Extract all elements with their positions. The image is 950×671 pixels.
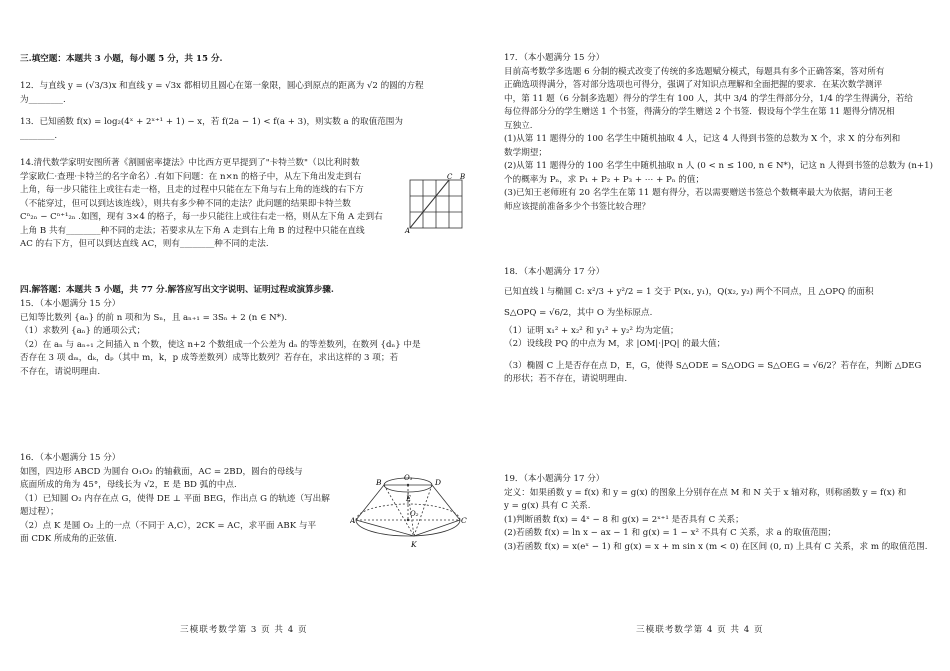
q19-line: 19．（本小题满分 17 分） (504, 474, 605, 484)
question-13 (20, 116, 403, 143)
frustum-label-e: E (406, 495, 412, 503)
question-19 (504, 473, 927, 554)
q18-line: （3）椭圆 C 上是否存在点 D，E，G，使得 S△ODE = S△ODG = S△OEG = √6/2？若存在，判断 △DEG (504, 360, 922, 371)
q17-line: 中，第 11 题（6 分制多选题）得分的学生有 100 人，其中 3/4 的学生得部分分，1/4 的学生得满分，若给 (504, 93, 913, 104)
q17-line: 数学期望； (504, 147, 547, 158)
question-12 (20, 80, 424, 107)
grid-label-a: A (405, 227, 411, 234)
right-page (480, 0, 950, 671)
q16-line: 题过程）； (20, 507, 59, 517)
q16-line: 16．（本小题满分 15 分） (20, 453, 121, 463)
q17-line: (3)已知王老师班有 20 名学生在第 11 题有得分，若以需要赠送书签总个数概率最大为依据，请问王老 (504, 188, 893, 198)
q16-line: （1）已知圆 O₂ 内存在点 G，使得 DE ⊥ 平面 BEG，作出点 G 的轨迹（写出解 (20, 493, 330, 504)
q15-line: 否存在 3 项 dₘ，dₖ，dₚ（其中 m，k，p 成等差数列）成等比数列？若存在，求出这样的 3 项；若 (20, 353, 399, 363)
q17-line: 17．（本小题满分 15 分） (504, 53, 605, 63)
question-17 (504, 52, 933, 214)
q15-line: （2）在 aₙ 与 aₙ₊₁ 之间插入 n 个数，使这 n+2 个数组成一个公差为 dₙ 的等差数列，在数列 {dₙ} 中是 (20, 339, 421, 350)
section-answers (20, 284, 334, 298)
section-header-fill-in: 三.填空题：本题共 3 小题，每小题 5 分，共 15 分. (20, 54, 223, 64)
q15-line: 不存在，请说明理由. (20, 366, 101, 377)
q19-line: (3)若函数 f(x) = x(eˣ − 1) 和 g(x) = x + m sin x (m < 0) 在区间 (0, π) 上具有 C 关系，求 m 的取值范围. (504, 541, 928, 552)
q15-line: 15．（本小题满分 15 分） (20, 299, 121, 309)
frustum-label-o2: O₂ (410, 510, 419, 518)
q15-line: 已知等比数列 {aₙ} 的前 n 项和为 Sₙ，且 aₙ₊₁ = 3Sₙ + 2 (n ∈ N*). (20, 312, 288, 323)
q16-line: 面 CDK 所成角的正弦值. (20, 534, 117, 544)
q18-line: 的形状；若不存在，请说明理由. (504, 374, 628, 384)
q17-line: 每位得部分分的学生赠送 1 个书签，得满分的学生赠送 2 个书签．假设每个学生在第 11 题得分情况相 (504, 107, 895, 117)
q13-line: 13．已知函数 f(x) = log₂(4ˣ + 2ˣ⁺¹ + 1) − x，若 f(2a − 1) < f(a + 3)，则实数 a 的取值范围为 (20, 117, 403, 127)
q14-line: 14.清代数学家明安图所著《割圆密率捷法》中比西方更早提到了"卡特兰数"（以比利时数 (20, 158, 360, 168)
q17-line: 目前高考数学多选题 6 分制的模式改变了传统的多选题赋分模式，每题具有多个正确答案，答对所有 (504, 66, 885, 77)
footer-page-4: 三模联考数学第 4 页 共 4 页 (636, 625, 764, 635)
frustum-label-b: B (376, 478, 382, 487)
q14-line: AC 的右下方，但可以到达直线 AC，则有________种不同的走法. (20, 239, 269, 249)
q16-line: （2）点 K 是圆 O₂ 上的一点（不同于 A,C），2CK = AC，求平面 ABK 与平 (20, 520, 317, 531)
q18-line: （1）证明 x₁² + x₂² 和 y₁² + y₂² 均为定值； (504, 325, 679, 336)
q18-line: 18．（本小题满分 17 分） (504, 267, 605, 277)
q14-line: 上角，每一步只能往上或往右走一格，且走的过程中只能在左下角与右上角的连线的右下方 (20, 185, 364, 195)
q14-line: 上角 B 共有________种不同的走法；若要求从左下角 A 走到右上角 B 的过程中只能在直线 (20, 225, 365, 236)
frustum-label-d: D (435, 478, 442, 487)
q12-line: 为________. (20, 94, 66, 105)
q14-line: 学家欧仁·查理·卡特兰的名字命名）.有如下问题：在 n×n 的格子中，从左下角出发走到右 (20, 171, 362, 182)
q19-line: y = g(x) 具有 C 关系. (504, 501, 591, 511)
question-16 (20, 452, 330, 547)
q13-line: ________. (20, 130, 58, 141)
frustum-figure (350, 470, 468, 552)
frustum-label-o1: O₁ (404, 474, 413, 482)
q14-line: （不能穿过，但可以到达该连线），则共有多少种不同的走法？此问题的结果即卡特兰数 (20, 198, 351, 209)
section-fill-in (20, 53, 223, 67)
q17-line: (1)从第 11 题得分的 100 名学生中随机抽取 4 人，记这 4 人得到书签的总数为 X 个，求 X 的分布列和 (504, 134, 901, 144)
grid-label-c: C (447, 173, 453, 181)
q17-line: 正确选项得满分，答对部分选项也可得分，强调了对知识点理解和全面把握的要求．在某次数学测评 (504, 80, 883, 90)
frustum-label-a: A (350, 516, 356, 525)
frustum-label-k: K (411, 540, 417, 549)
footer-page-3: 三模联考数学第 3 页 共 4 页 (180, 625, 308, 635)
left-page (0, 0, 470, 671)
q16-line: 底面所成的角为 45°，母线长为 √2，E 是 BD 弧的中点. (20, 480, 237, 490)
question-15 (20, 298, 421, 379)
q19-line: (1)判断函数 f(x) = 4ˣ − 8 和 g(x) = 2ˣ⁺¹ 是否具有 C 关系； (504, 514, 744, 525)
q19-line: (2)若函数 f(x) = ln x − ax − 1 和 g(x) = 1 − x² 不具有 C 关系，求 a 的取值范围； (504, 528, 836, 538)
q19-line: 定义：如果函数 y = f(x) 和 y = g(x) 的图象上分别存在点 M 和 N 关于 x 轴对称，则称函数 y = f(x) 和 (504, 487, 907, 498)
q17-line: 个的概率为 Pₙ，求 P₁ + P₂ + P₃ + ⋯ + Pₙ 的值； (504, 174, 705, 185)
q17-line: (2)从第 11 题得分的 100 名学生中随机抽取 n 人 (0 < n ≤ 100, n ∈ N*)，记这 n 人得到书签的总数为 (n+1) (504, 161, 933, 171)
q18-line: 已知直线 l 与椭圆 C: x²/3 + y²/2 = 1 交于 P(x₁, y₁)，Q(x₂, y₂) 两个不同点，且 △OPQ 的面积 (504, 286, 874, 297)
grid-label-b: B (460, 173, 466, 181)
q15-line: （1）求数列 {aₙ} 的通项公式； (20, 326, 146, 336)
question-14 (20, 157, 383, 252)
q18-line: S△OPQ = √6/2，其中 O 为坐标原点. (504, 308, 653, 318)
q17-line: 互独立. (504, 120, 533, 131)
q14-line: Cⁿ₂ₙ − Cⁿ⁺¹₂ₙ .如图，现有 3×4 的格子，每一步只能往上或往右走一格，则从左下角 A 走到右 (20, 212, 383, 222)
q18-line: （2）设线段 PQ 的中点为 M，求 |OM|·|PQ| 的最大值； (504, 339, 726, 349)
q16-line: 如图，四边形 ABCD 为圆台 O₁O₂ 的轴截面，AC = 2BD，圆台的母线与 (20, 466, 303, 477)
q12-line: 12．与直线 y = (√3/3)x 和直线 y = √3x 都相切且圆心在第一象限，圆心到原点的距离为 √2 的圆的方程 (20, 81, 424, 91)
question-18 (504, 266, 921, 387)
section-header-answers: 四.解答题：本题共 5 小题，共 77 分.解答应写出文字说明、证明过程或演算步骤. (20, 285, 334, 295)
q17-line: 师应该提前准备多少个书签比较合理？ (504, 201, 651, 212)
grid-figure (404, 172, 470, 234)
frustum-label-c: C (461, 516, 467, 525)
